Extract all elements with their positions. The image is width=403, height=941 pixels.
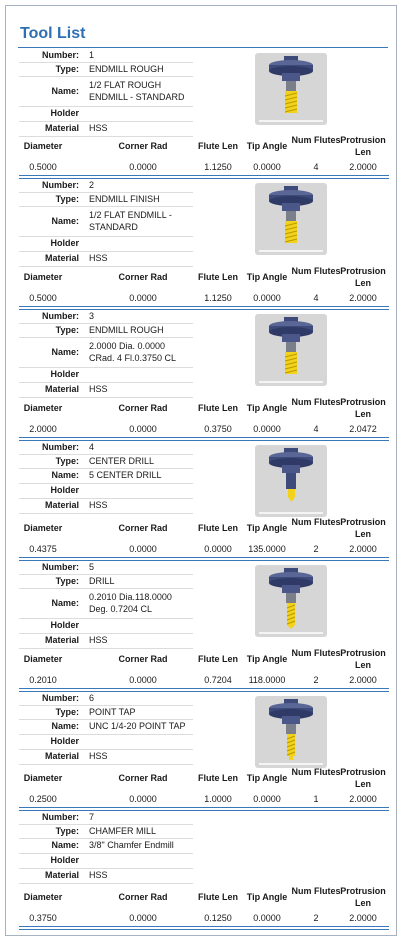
tool-holder-label: Holder <box>50 736 79 746</box>
tool-holder-label: Holder <box>50 238 79 248</box>
tool-number-label: Number: <box>41 180 79 190</box>
tool-holder-row <box>19 734 193 750</box>
tool-type-label: Type: <box>55 456 79 466</box>
tool-type-value: ENDMILL ROUGH <box>89 325 164 335</box>
tool-entry <box>19 692 389 808</box>
tool-material-label: Material <box>44 751 79 761</box>
column-header-tip-angle: Tip Angle <box>246 141 288 151</box>
center-drill-icon <box>255 445 327 517</box>
value-num-flutes: 2 <box>313 913 319 923</box>
value-corner-rad: 0.0000 <box>129 424 157 434</box>
tool-list-report <box>5 5 397 936</box>
tool-name-value: 1/2 FLAT ROUGH ENDMILL - STANDARD <box>89 80 185 102</box>
endmill-rough-icon <box>255 314 327 386</box>
value-flute-len: 1.1250 <box>204 293 232 303</box>
tool-number-label: Number: <box>41 50 79 60</box>
tool-name-row <box>19 468 193 484</box>
tool-name-label: Name: <box>51 840 79 850</box>
column-header-num-flutes: Num Flutes <box>291 767 341 777</box>
value-flute-len: 0.1250 <box>204 913 232 923</box>
value-corner-rad: 0.0000 <box>129 794 157 804</box>
column-header-tip-angle: Tip Angle <box>246 403 288 413</box>
tool-holder-row <box>19 483 193 499</box>
tool-name-row <box>19 838 193 854</box>
tool-entry <box>19 561 389 689</box>
tool-name-label: Name: <box>51 598 79 608</box>
tool-material-label: Material <box>44 123 79 133</box>
value-tip-angle: 135.0000 <box>248 544 286 554</box>
tool-entry <box>19 179 389 307</box>
column-header-flute-len: Flute Len <box>198 773 238 783</box>
tool-name-row <box>19 337 193 368</box>
value-num-flutes: 2 <box>313 675 319 685</box>
value-diameter: 0.3750 <box>29 913 57 923</box>
tool-name-label: Name: <box>51 721 79 731</box>
value-tip-angle: 118.0000 <box>248 675 286 685</box>
value-diameter: 0.2010 <box>29 675 57 685</box>
tool-type-row <box>19 574 193 589</box>
value-flute-len: 0.3750 <box>204 424 232 434</box>
column-header-corner-rad: Corner Rad <box>118 141 168 151</box>
value-protrusion-len: 2.0000 <box>349 293 377 303</box>
tool-entry <box>19 811 389 927</box>
tool-type-row <box>19 824 193 839</box>
tool-number-row <box>19 49 193 63</box>
value-protrusion-len: 2.0000 <box>349 794 377 804</box>
column-header-corner-rad: Corner Rad <box>118 523 168 533</box>
column-header-diameter: Diameter <box>23 654 63 664</box>
tool-material-label: Material <box>44 870 79 880</box>
tool-holder-label: Holder <box>50 485 79 495</box>
column-header-protrusion-len: Protrusion Len <box>340 397 386 419</box>
value-tip-angle: 0.0000 <box>253 424 281 434</box>
tool-number-value: 1 <box>89 50 95 60</box>
tool-material-label: Material <box>44 500 79 510</box>
tool-name-value: 5 CENTER DRILL <box>89 470 162 480</box>
column-header-protrusion-len: Protrusion Len <box>340 886 386 908</box>
value-protrusion-len: 2.0000 <box>349 675 377 685</box>
column-header-corner-rad: Corner Rad <box>118 892 168 902</box>
tool-number-value: 2 <box>89 180 95 190</box>
column-header-flute-len: Flute Len <box>198 654 238 664</box>
column-header-flute-len: Flute Len <box>198 272 238 282</box>
column-header-protrusion-len: Protrusion Len <box>340 648 386 670</box>
value-corner-rad: 0.0000 <box>129 544 157 554</box>
tool-type-label: Type: <box>55 576 79 586</box>
title-rule <box>18 47 388 48</box>
tool-material-row <box>19 868 193 884</box>
tool-number-value: 5 <box>89 562 95 572</box>
tool-type-value: ENDMILL ROUGH <box>89 64 164 74</box>
tool-number-row <box>19 179 193 193</box>
tool-holder-row <box>19 367 193 383</box>
tool-type-value: CHAMFER MILL <box>89 826 157 836</box>
value-flute-len: 1.1250 <box>204 162 232 172</box>
tool-material-row <box>19 121 193 137</box>
value-corner-rad: 0.0000 <box>129 675 157 685</box>
value-corner-rad: 0.0000 <box>129 162 157 172</box>
tool-name-value: 1/2 FLAT ENDMILL - STANDARD <box>89 210 172 232</box>
tool-type-row <box>19 62 193 77</box>
tool-material-row <box>19 749 193 765</box>
tool-name-value: 3/8" Chamfer Endmill <box>89 840 174 850</box>
tool-type-row <box>19 323 193 338</box>
drill-icon <box>255 565 327 637</box>
value-num-flutes: 4 <box>313 293 319 303</box>
column-header-num-flutes: Num Flutes <box>291 886 341 896</box>
column-header-protrusion-len: Protrusion Len <box>340 517 386 539</box>
column-header-corner-rad: Corner Rad <box>118 272 168 282</box>
value-protrusion-len: 2.0000 <box>349 913 377 923</box>
section-separator <box>19 926 389 930</box>
column-header-diameter: Diameter <box>23 773 63 783</box>
tool-number-value: 7 <box>89 812 95 822</box>
tool-type-label: Type: <box>55 707 79 717</box>
column-header-num-flutes: Num Flutes <box>291 397 341 407</box>
column-header-tip-angle: Tip Angle <box>246 523 288 533</box>
tool-name-label: Name: <box>51 216 79 226</box>
tool-material-value: HSS <box>89 384 108 394</box>
value-protrusion-len: 2.0000 <box>349 162 377 172</box>
column-header-corner-rad: Corner Rad <box>118 654 168 664</box>
value-diameter: 2.0000 <box>29 424 57 434</box>
value-diameter: 0.4375 <box>29 544 57 554</box>
tool-holder-label: Holder <box>50 108 79 118</box>
column-header-protrusion-len: Protrusion Len <box>340 767 386 789</box>
tool-holder-row <box>19 853 193 869</box>
value-tip-angle: 0.0000 <box>253 913 281 923</box>
column-header-diameter: Diameter <box>23 523 63 533</box>
tool-type-label: Type: <box>55 325 79 335</box>
tool-name-row <box>19 206 193 237</box>
value-diameter: 0.2500 <box>29 794 57 804</box>
tool-number-row <box>19 310 193 324</box>
tool-number-value: 6 <box>89 693 95 703</box>
column-header-diameter: Diameter <box>23 403 63 413</box>
column-header-flute-len: Flute Len <box>198 523 238 533</box>
tool-material-row <box>19 633 193 649</box>
column-header-diameter: Diameter <box>23 892 63 902</box>
tool-entry <box>19 441 389 558</box>
tool-type-label: Type: <box>55 826 79 836</box>
tool-holder-label: Holder <box>50 855 79 865</box>
tool-number-row <box>19 692 193 706</box>
column-header-num-flutes: Num Flutes <box>291 648 341 658</box>
column-header-protrusion-len: Protrusion Len <box>340 135 386 157</box>
tool-type-value: ENDMILL FINISH <box>89 194 160 204</box>
tool-name-row <box>19 76 193 107</box>
tool-material-value: HSS <box>89 253 108 263</box>
value-protrusion-len: 2.0000 <box>349 544 377 554</box>
tool-name-label: Name: <box>51 470 79 480</box>
tool-number-label: Number: <box>41 693 79 703</box>
tool-number-value: 3 <box>89 311 95 321</box>
tool-entry <box>19 310 389 438</box>
tool-name-value: 2.0000 Dia. 0.0000 CRad. 4 Fl.0.3750 CL <box>89 341 177 363</box>
tool-type-row <box>19 192 193 207</box>
tool-type-value: DRILL <box>89 576 115 586</box>
tool-name-row <box>19 719 193 735</box>
tool-holder-label: Holder <box>50 620 79 630</box>
tool-number-row <box>19 441 193 455</box>
tool-type-row <box>19 454 193 469</box>
tool-holder-row <box>19 106 193 122</box>
tool-number-label: Number: <box>41 812 79 822</box>
tool-holder-row <box>19 236 193 252</box>
value-flute-len: 1.0000 <box>204 794 232 804</box>
value-corner-rad: 0.0000 <box>129 913 157 923</box>
tool-holder-row <box>19 618 193 634</box>
tool-number-label: Number: <box>41 442 79 452</box>
tool-name-value: 0.2010 Dia.118.0000 Deg. 0.7204 CL <box>89 592 172 614</box>
tool-number-label: Number: <box>41 311 79 321</box>
tool-type-value: CENTER DRILL <box>89 456 155 466</box>
tool-material-value: HSS <box>89 751 108 761</box>
value-diameter: 0.5000 <box>29 162 57 172</box>
value-corner-rad: 0.0000 <box>129 293 157 303</box>
tool-number-row <box>19 561 193 575</box>
column-header-corner-rad: Corner Rad <box>118 403 168 413</box>
tool-number-value: 4 <box>89 442 95 452</box>
tool-material-label: Material <box>44 253 79 263</box>
value-tip-angle: 0.0000 <box>253 293 281 303</box>
value-tip-angle: 0.0000 <box>253 794 281 804</box>
tool-name-row <box>19 588 193 619</box>
tool-material-value: HSS <box>89 870 108 880</box>
column-header-flute-len: Flute Len <box>198 892 238 902</box>
tool-material-label: Material <box>44 635 79 645</box>
tool-type-row <box>19 705 193 720</box>
column-header-tip-angle: Tip Angle <box>246 773 288 783</box>
value-num-flutes: 4 <box>313 424 319 434</box>
value-num-flutes: 2 <box>313 544 319 554</box>
value-flute-len: 0.7204 <box>204 675 232 685</box>
column-header-num-flutes: Num Flutes <box>291 135 341 145</box>
column-header-diameter: Diameter <box>23 141 63 151</box>
column-header-flute-len: Flute Len <box>198 403 238 413</box>
tool-name-label: Name: <box>51 86 79 96</box>
tool-material-value: HSS <box>89 123 108 133</box>
tool-type-label: Type: <box>55 64 79 74</box>
tool-name-value: UNC 1/4-20 POINT TAP <box>89 721 186 731</box>
value-tip-angle: 0.0000 <box>253 162 281 172</box>
value-num-flutes: 1 <box>313 794 319 804</box>
value-protrusion-len: 2.0472 <box>349 424 377 434</box>
tap-icon <box>255 696 327 768</box>
value-flute-len: 0.0000 <box>204 544 232 554</box>
tool-number-label: Number: <box>41 562 79 572</box>
tool-material-value: HSS <box>89 500 108 510</box>
tool-material-value: HSS <box>89 635 108 645</box>
tool-material-row <box>19 382 193 398</box>
tool-number-row <box>19 811 193 825</box>
tool-material-row <box>19 498 193 514</box>
column-header-protrusion-len: Protrusion Len <box>340 266 386 288</box>
tool-material-row <box>19 251 193 267</box>
tool-holder-label: Holder <box>50 369 79 379</box>
column-header-num-flutes: Num Flutes <box>291 517 341 527</box>
page-title: Tool List <box>20 25 86 42</box>
tool-type-value: POINT TAP <box>89 707 136 717</box>
tool-type-label: Type: <box>55 194 79 204</box>
column-header-flute-len: Flute Len <box>198 141 238 151</box>
column-header-num-flutes: Num Flutes <box>291 266 341 276</box>
column-header-diameter: Diameter <box>23 272 63 282</box>
value-diameter: 0.5000 <box>29 293 57 303</box>
tool-name-label: Name: <box>51 347 79 357</box>
column-header-tip-angle: Tip Angle <box>246 892 288 902</box>
column-header-tip-angle: Tip Angle <box>246 272 288 282</box>
endmill-rough-icon <box>255 53 327 125</box>
tool-material-label: Material <box>44 384 79 394</box>
tool-entry <box>19 49 389 176</box>
endmill-finish-icon <box>255 183 327 255</box>
column-header-corner-rad: Corner Rad <box>118 773 168 783</box>
column-header-tip-angle: Tip Angle <box>246 654 288 664</box>
value-num-flutes: 4 <box>313 162 319 172</box>
